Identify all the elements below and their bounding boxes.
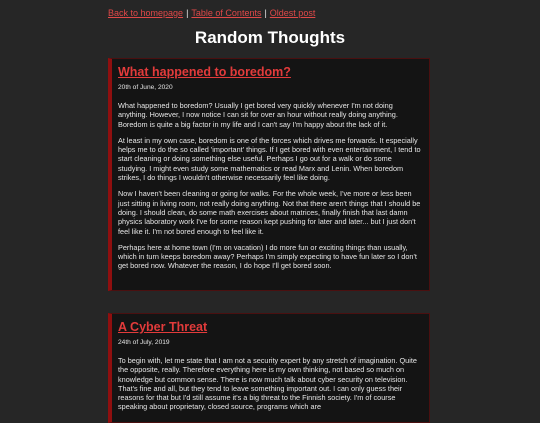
post-body [118, 356, 423, 412]
site-title: Random Thoughts [194, 28, 346, 47]
post-paragraph: Now I haven't been cleaning or going for walks. For the whole week, I've more or less been just sitting in living room, not really doing anything. Not that there aren't things that I should be doing. I should clean, do some math exercises about matrices, finally finish that last damn physics laboratory work I've for some reason kept pushing for later and later... but I just don't feel like it. I'm not bored enough to feel like it. [118, 189, 421, 236]
post-title-link[interactable]: A Cyber Threat [118, 320, 208, 334]
post-date: 24th of July, 2019 [118, 339, 170, 346]
oldest-post-link[interactable]: Oldest post [269, 8, 316, 18]
blog-post [108, 58, 430, 291]
post-title [118, 65, 423, 80]
nav-separator: | [264, 8, 267, 18]
post-paragraph: To begin with, let me state that I am not a security expert by any stretch of imagination. Quite the opposite, really. Therefore everything here is my own thinking, not based so much on knowledge but common sense. There is now much talk about cyber security on television. That's fine and all, but they tend to leave something important out. I can only guess their reasons for that but I'd still assume it's a big threat to the Finnish society. I'm of course speaking about proprietary, closed source, programs which are [118, 356, 417, 412]
blog-post [108, 313, 430, 423]
post-title [118, 320, 423, 335]
post-date: 20th of June, 2020 [118, 84, 173, 91]
post-paragraph: At least in my own case, boredom is one of the forces which drives me forwards. It especially helps me to do the so called 'important' things. If I get bored with even entertainment, I tend to start cleaning or doing something else useful. Perhaps I go out for a walk or do some studying. I might even study some mathematics or read Marx and Lenin. When boredom strikes, I do things I wouldn't otherwise necessarily feel like doing. [118, 135, 421, 183]
post-body [118, 101, 423, 271]
post-title-link[interactable]: What happened to boredom? [118, 65, 291, 79]
table-of-contents-link[interactable]: Table of Contents [191, 8, 262, 18]
back-to-homepage-link[interactable]: Back to homepage [108, 8, 184, 18]
post-paragraph: Perhaps here at home town (I'm on vacation) I do more fun or exciting things than usually, which in turn keeps boredom away? Perhaps I'm simply expecting to have fun later so I don't get bored now. Whatever the reason, I do hope I'll get bored soon. [118, 242, 417, 271]
top-navigation [108, 8, 315, 19]
post-paragraph: What happened to boredom? Usually I get bored very quickly whenever I'm not doing anything. However, I now notice I can sit for over an hour without really doing anything. Boredom is quite a big factor in my life and I can't say I'm happy about the lack of it. [118, 101, 398, 129]
nav-separator: | [186, 8, 189, 18]
